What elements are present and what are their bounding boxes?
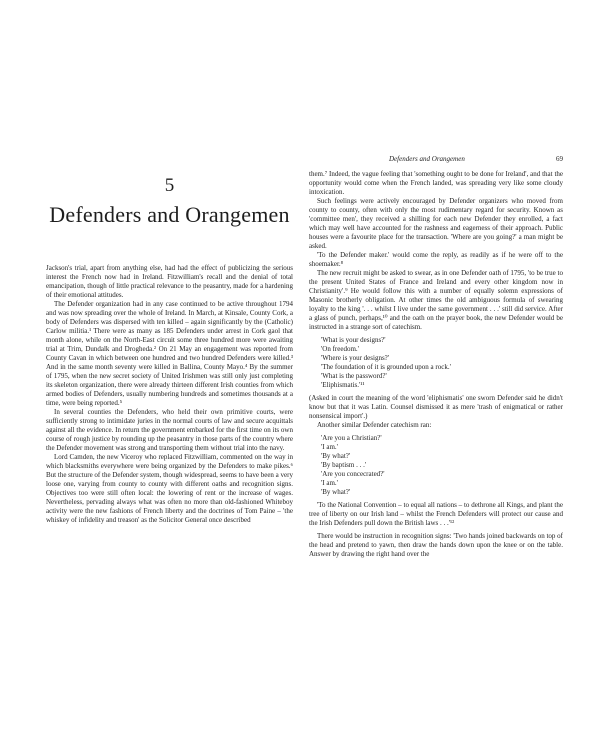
paragraph: Another similar Defender catechism ran: [317, 421, 432, 429]
page-number: 69 [556, 155, 563, 163]
catechism-line: 'The foundation of it is grounded upon a rock.' [321, 363, 451, 371]
chapter-number: 5 [164, 175, 175, 196]
catechism-line: 'I am.' [321, 443, 338, 451]
paragraph: The Defender organization had in any case continued to be active throughout 1794 and was now spreading over the whole of Ireland. In March, at Kinsale, County Cork, a body of Defenders was dispersed with ten killed – again significantly by the (Catholic) Carlow militia.¹ There were as many as 185 Defenders under arrest in Cork gaol that month alone, while on the North-East circuit some three hundred more were awaiting trial at Trim, Dundalk and Drogheda.² On 21 May an engagement was reported from County Cavan in which between one hundred and two hundred Defenders were killed.³ And in the same month seventy were killed in Ballina, County Mayo.⁴ By the summer of 1795, when the new secret society of United Irishmen was still only just completing its skeleton organization, there were already thirteen different Irish counties from which armed bodies of Defenders, usually numbering hundreds and sometimes thousands at a time, were being reported.⁵ [46, 300, 293, 407]
catechism-quote-1 [321, 336, 563, 390]
catechism-line: 'What is your designs?' [321, 336, 386, 344]
catechism-line: 'I am.' [321, 479, 338, 487]
catechism-line: 'By what?' [321, 488, 351, 496]
catechism-line: 'Where is your designs?' [321, 354, 390, 362]
catechism-line: 'Eliphismatis.'¹¹ [321, 381, 365, 389]
catechism-line: 'What is the password?' [321, 372, 387, 380]
paragraph: There would be instruction in recognition signs: 'Two hands joined backwards on top of the head and pretend to yawn, then draw the hands down upon the knee or on the table. Answer by drawing the right hand over the [309, 532, 563, 558]
running-header-title: Defenders and Orangemen [389, 155, 465, 163]
left-page [46, 170, 293, 525]
paragraph: Such feelings were actively encouraged by Defender organizers who moved from county to county, often with only the most rudimentary regard for security. Known as 'committee men', they received a shilling for each new Defender they enrolled, a fact which may well have accounted for the rashness and eagerness of their approach. Public houses were a favourite place for the transaction. 'Where are you going?' a man might be asked. [309, 197, 563, 250]
paragraph: Jackson's trial, apart from anything else, had had the effect of publicizing the serious interest the French now had in Ireland. Fitzwilliam's recall and the denial of total emancipation, though of little practical relevance to the peasantry, made for a hardening of their emotional attitudes. [46, 264, 293, 299]
catechism-line: 'By baptism . . .' [321, 461, 367, 469]
paragraph: 'To the National Convention – to equal all nations – to dethrone all Kings, and plant the tree of liberty on our Irish land – whilst the French Defenders will protect our cause and the Irish Defenders pull down the British laws . . .'¹² [309, 501, 563, 527]
catechism-line: 'Are you a Christian?' [321, 434, 382, 442]
paragraph: 'To the Defender maker.' would come the reply, as readily as if he were off to the shoemaker.⁸ [309, 251, 563, 268]
catechism-quote-2 [321, 434, 563, 497]
paragraph: (Asked in court the meaning of the word 'eliphismatis' one sworn Defender said he didn't know but that it was Latin. Counsel dismissed it as mere 'trash of enigmatical or rather nonsensical import'.) [309, 394, 563, 420]
running-header [309, 155, 563, 167]
left-body [46, 264, 293, 525]
catechism-line: 'On freedom.' [321, 345, 359, 353]
paragraph: The new recruit might be asked to swear, as in one Defender oath of 1795, 'to be true to the present United States of France and Ireland and every other kingdom now in Christianity'.⁹ He would follow this with a number of equally solemn expressions of Masonic brotherly obligation. At other times the old ambiguous formula of swearing loyalty to the king '. . . whilst I live under the same government . . .' still did service. After a glass of punch, perhaps,¹⁰ and the oath on the prayer book, the new Defender would be instructed in a strange sort of catechism. [309, 269, 563, 331]
paragraph: In several counties the Defenders, who held their own primitive courts, were sufficiently strong to intimidate juries in the normal courts of law and secure acquittals against all the evidence. In return the government embarked for the first time on its own course of rough justice by rounding up the peasantry in those parts of the country where the Defender movement was strong and transporting them without trial into the navy. [46, 408, 293, 452]
catechism-line: 'Are you concecrated?' [321, 470, 385, 478]
catechism-line: 'By what?' [321, 452, 351, 460]
paragraph: Lord Camden, the new Viceroy who replaced Fitzwilliam, commented on the way in which blacksmiths everywhere were being organized by the Defenders to make pikes.⁶ But the structure of the Defender system, though widespread, seems to have been a very loose one, varying from county to county with different oaths and recognition signs. Objectives too were still often local: the lowering of rent or the increase of wages. Nevertheless, pervading always what was often no more than old-fashioned Whiteboy activity were the new fashions of French liberty and the doctrines of Tom Paine – 'the whiskey of infidelity and treason' as the Solicitor General once described [46, 453, 293, 524]
right-page [309, 155, 563, 559]
chapter-title: Defenders and Orangemen [49, 202, 290, 227]
paragraph: them.⁷ Indeed, the vague feeling that 'something ought to be done for Ireland', and that the opportunity would come when the French landed, was spreading very like some cloudy intoxication. [309, 170, 563, 196]
